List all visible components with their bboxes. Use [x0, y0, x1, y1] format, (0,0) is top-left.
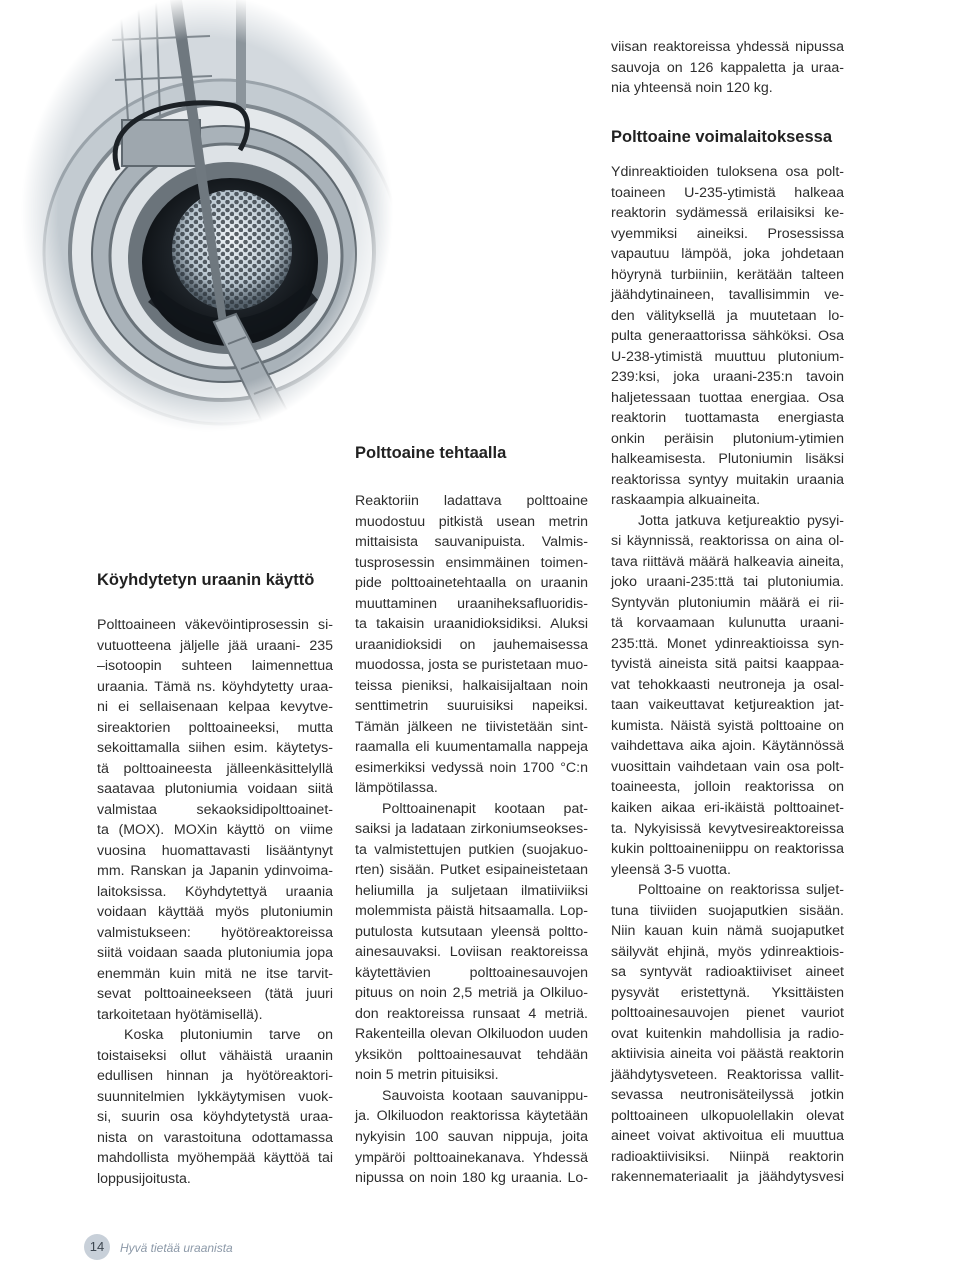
text-line: pide polttoainetehtaalla on uraanin — [355, 575, 588, 592]
text-line: U-238-ytimistä muuttuu plutonium- — [611, 348, 844, 365]
section-body-fuel-in-power-plant — [611, 162, 844, 1188]
text-line: vapautuu lämpöä, joka johdetaan — [611, 246, 844, 263]
text-line: si käynnissä, reaktorissa on aina ol- — [611, 533, 844, 550]
text-line: teissa pieniksi, halkaisijaltaan noin — [355, 677, 588, 694]
text-line: sauvoja on 126 kappaletta ja uraa- — [611, 59, 844, 76]
text-line: nykyisin 100 sauvan nippuja, joita — [355, 1128, 588, 1145]
text-line: reaktorin sydämessä erilaisiksi ke- — [611, 205, 844, 222]
text-line: –isotoopin suhteen laimennettua — [97, 658, 333, 675]
text-line: den välityksellä ja muutetaan lo- — [611, 307, 844, 324]
text-line: muodossa, josta se puristetaan muo- — [355, 657, 588, 674]
page-number-badge: 14 — [84, 1234, 110, 1260]
text-line: yleensä 3-5 vuotta. — [611, 861, 731, 878]
text-line: polttoainesauvojen pienet vauriot — [611, 1005, 844, 1022]
text-line: höyrynä turbiiniin, kerätään talteen — [611, 266, 844, 283]
text-line: loppusijoitusta. — [97, 1170, 191, 1187]
text-line: ta valmistettujen putkien (suojakuo- — [355, 841, 588, 858]
text-line: vat tehokkaasti neutroneja ja osal- — [611, 676, 844, 693]
text-line: Polttoainenapit kootaan pat- — [382, 800, 588, 817]
text-line: Syntyvän plutoniumin määrä ei rii- — [611, 594, 844, 611]
text-line: yksikön polttoainesauvat tehdään — [355, 1046, 588, 1063]
text-line: aineet voivat aktivoitua eli muuttua — [611, 1128, 844, 1145]
fuel-grid — [172, 190, 292, 310]
text-line: saatavaa plutoniumia voidaan siitä — [97, 781, 333, 798]
reactor-photo — [0, 0, 420, 440]
text-line: valmistukseen: hyötöreaktoreissa — [97, 924, 333, 941]
text-line: nista on varastoituna odottamassa — [97, 1129, 333, 1146]
text-line: Tämän jälkeen ne tiivistetään sint- — [355, 718, 588, 735]
text-line: Sauvoista kootaan sauvanippu- — [382, 1087, 588, 1104]
text-line: ympäröi polttoainekanava. Yhdessä — [355, 1149, 588, 1166]
text-line: jäähdytysveteen. Reaktorissa vallit- — [611, 1066, 844, 1083]
publication-title: Hyvä tietää uraanista — [120, 1241, 233, 1255]
text-line: reaktorin tuottamasta energiasta — [611, 410, 844, 427]
text-line: vyemmiksi aineiksi. Prosessissa — [611, 225, 844, 242]
text-line: enemmän kuin mitä ne itse tarvit- — [97, 965, 333, 982]
text-line: senttimetrin suuruisiksi napeiksi. — [355, 698, 588, 715]
text-line: taan vaikeuttavat ketjureaktion jat- — [611, 697, 844, 714]
text-line: sevassa neutronisäteilyssä jotkin — [611, 1087, 844, 1104]
text-line: raamalla eli kuumentamalla nappeja — [355, 739, 588, 756]
text-line: ovat kuitenkin mahdollisia ja radio- — [611, 1025, 844, 1042]
text-line: tä polttoaineesta jälleenkäsittelyllä — [97, 760, 333, 777]
continued-text — [611, 37, 844, 99]
text-line: mm. Ranskan ja Japanin ydinvoima- — [97, 863, 333, 880]
text-line: säilyvät ehjinä, myös ydinreaktiois- — [611, 943, 844, 960]
text-line: käytettävien polttoainesauvojen — [355, 964, 588, 981]
text-line: sevat polttoaineekseen (tätä juuri — [97, 986, 333, 1003]
text-line: tarkoitetaan hyötämisellä). — [97, 1006, 263, 1023]
text-line: pulta generaattorissa sähköksi. Osa — [611, 328, 844, 345]
text-line: joko uraani-235:ttä tai plutoniumia. — [611, 574, 844, 591]
text-line: si, suurin osa köyhdytetystä uraa- — [97, 1109, 333, 1126]
text-line: 235:ttä. Monet ydinreaktioissa syn- — [611, 635, 844, 652]
text-line: ainesauvaksi. Loviisan reaktoreissa — [355, 944, 588, 961]
text-line: toistaiseksi ollut vähäistä uraanin — [97, 1047, 333, 1064]
section-heading-depleted-uranium: Köyhdytetyn uraanin käyttö — [97, 571, 315, 589]
section-body-depleted-uranium — [97, 615, 333, 1189]
text-line: kumista. Näistä syistä polttoaine on — [611, 717, 844, 734]
text-line: aktiivisia aineita voi päästä reaktorin — [611, 1046, 844, 1063]
text-line: laitoksissa. Köyhdytettyä uraania — [97, 883, 333, 900]
equipment-box — [122, 120, 200, 166]
text-line: ta takaisin uraanidioksidiksi. Aluksi — [355, 616, 588, 633]
text-line: Polttoaineen väkevöintiprosessin si- — [97, 617, 333, 633]
text-line: uraania. Tämä ns. köyhdytetty uraa- — [97, 678, 333, 695]
text-line: mahdollista myöhempää käyttöä tai — [97, 1150, 333, 1167]
text-line: saiksi ja ladataan zirkoniumseokses- — [355, 821, 588, 838]
text-line: ja. Olkiluodon reaktorissa käytetään — [355, 1108, 588, 1125]
text-line: Polttoaine on reaktorissa suljet- — [638, 882, 844, 899]
text-line: muodostuu pitkistä usean metrin — [355, 513, 588, 530]
text-line: pituus on noin 2,5 metriä ja Olkiluo- — [355, 985, 588, 1002]
text-line: Niin kauan kuin nämä suojaputket — [611, 923, 844, 940]
text-line: molemmista päistä hitsaamalla. Lop- — [355, 903, 588, 920]
text-line: kukin polttoaineniippu on reaktorissa — [611, 841, 844, 858]
text-line: halkeamisesta. Plutoniumin lisäksi — [611, 451, 844, 468]
text-line: reaktorissa syntyy muitakin uraania — [611, 471, 844, 488]
text-line: valmistaa sekaoksidipolttoainet- — [97, 801, 333, 818]
text-line: vuosina huomattavasti lisääntynyt — [97, 842, 333, 859]
text-line: onkin peräisin plutonium-ytimien — [611, 430, 844, 447]
text-line: kaiken aikaa eri-ikäistä polttoainet- — [611, 799, 844, 816]
text-line: Ydinreaktioiden tuloksena osa polt- — [611, 164, 844, 180]
text-line: edullisen hinnan ja hyötöreaktori- — [97, 1068, 333, 1085]
text-line: muuttaminen uraaniheksafluoridis- — [355, 595, 588, 612]
text-line: viisan reaktoreissa yhdessä nipussa — [611, 39, 844, 55]
text-line: uraanidioksidi on jauhemaisessa — [355, 636, 588, 653]
text-line: mittaisista sauvanipuista. Valmis- — [355, 534, 588, 551]
text-line: Rakenteilla olevan Olkiluodon uuden — [355, 1026, 588, 1043]
text-line: vutuotteena jäljelle jää uraani- 235 — [97, 637, 333, 654]
section-heading-fuel-in-power-plant: Polttoaine voimalaitoksessa — [611, 128, 833, 146]
text-line: raskaampia alkuaineita. — [611, 492, 761, 509]
text-line: lämpötilassa. — [355, 780, 438, 797]
text-line: jäähdytinaineen, tavallisimmin ve- — [611, 287, 844, 304]
text-line: rten) sisään. Putket esipaineistetaan — [355, 862, 588, 879]
text-line: haljetessaan tuottaa energiaa. Osa — [611, 389, 844, 406]
text-line: Reaktoriin ladattava polttoaine — [355, 493, 588, 509]
text-line: polttoaineen ulkopuolellakin olevat — [611, 1107, 844, 1124]
section-heading-fuel-factory: Polttoaine tehtaalla — [355, 444, 507, 462]
text-line: nia yhteensä noin 120 kg. — [611, 80, 773, 97]
text-line: Koska plutoniumin tarve on — [124, 1027, 333, 1044]
text-line: don reaktoreissa runsaat 4 metriä. — [355, 1005, 588, 1022]
text-line: vaihdettava aika ajoin. Käytännössä — [611, 738, 844, 755]
support-bar — [236, 0, 246, 110]
text-line: ta (MOX). MOXin käyttö on viime — [97, 822, 333, 839]
text-line: sireaktorien polttoaineeksi, mutta — [97, 719, 333, 736]
text-line: heliumilla ja suljetaan ilmatiiviiksi — [355, 882, 588, 899]
text-line: ta. Nykyisissä kevytvesireaktoreissa — [611, 820, 844, 837]
text-line: suunnitelmien lykkäytymisen vuok- — [97, 1088, 333, 1105]
text-line: ni ei sellaisenaan kelpaa kevytve- — [97, 699, 333, 716]
text-line: nipussa on noin 180 kg uraania. Lo- — [355, 1170, 588, 1187]
text-line: noin 5 metrin pituisiksi. — [355, 1067, 499, 1084]
text-line: putulosta kutsutaan yleensä poltto- — [355, 923, 588, 940]
text-line: 239:ksi, joka uraani-235:n tavoin — [611, 369, 844, 386]
text-line: toaineesta, jolloin reaktorissa on — [611, 779, 844, 796]
text-line: rakennemateriaalit ja jäähdytysvesi — [611, 1169, 844, 1186]
text-line: vuosittain vaihdetaan vain osa polt- — [611, 758, 844, 775]
text-line: sekoittamalla siihen esim. käytetys- — [97, 740, 333, 757]
text-line: tava riittävä määrä halkeavia aineita, — [611, 553, 844, 570]
text-line: tyvistä aineista sitä paitsi kaappaa- — [611, 656, 844, 673]
text-line: radioaktiivisiksi. Niinpä reaktorin — [611, 1148, 844, 1165]
text-line: tä korvaamaan kulunutta uraani- — [611, 615, 844, 632]
text-line: pysyvät eristettynä. Yksittäisten — [611, 984, 844, 1001]
text-line: esimerkiksi vedyssä noin 1700 °C:n — [355, 759, 588, 776]
text-line: voidaan käyttää myös plutoniumin — [97, 904, 333, 921]
text-line: siitä voidaan saada plutoniumia jopa — [97, 945, 333, 962]
text-line: sa syntyvät radioaktiiviset aineet — [611, 964, 844, 981]
text-line: tuna tiiviiden suojaputkien sisään. — [611, 902, 844, 919]
section-body-fuel-factory — [355, 491, 588, 1189]
text-line: tusprosessin ensimmäinen toimen- — [355, 554, 588, 571]
text-line: toaineen U-235-ytimistä halkeaa — [611, 184, 844, 201]
text-line: Jotta jatkuva ketjureaktio pysyi- — [638, 512, 844, 529]
